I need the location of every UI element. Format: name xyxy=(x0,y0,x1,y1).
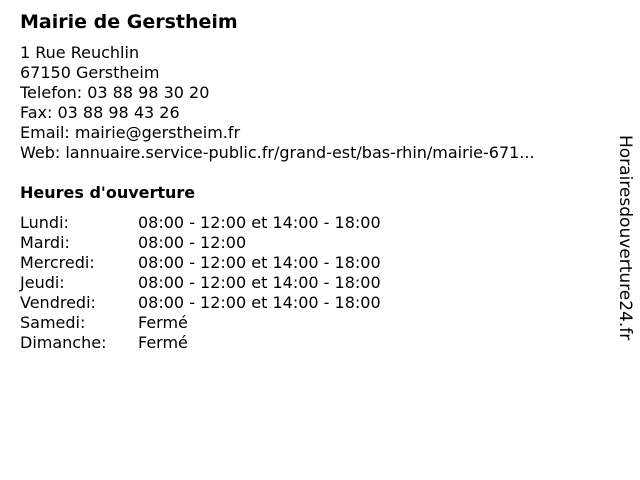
hours-row-saturday xyxy=(20,313,440,333)
hours-row-friday xyxy=(20,293,440,313)
day-label: Jeudi: xyxy=(20,273,65,292)
contact-details xyxy=(20,43,535,163)
day-label: Vendredi: xyxy=(20,293,96,312)
time-value: 08:00 - 12:00 et 14:00 - 18:00 xyxy=(138,253,381,272)
time-value: Fermé xyxy=(138,313,188,332)
time-value: 08:00 - 12:00 et 14:00 - 18:00 xyxy=(138,213,381,232)
hours-row-tuesday xyxy=(20,233,440,253)
hours-heading: Heures d'ouverture xyxy=(20,183,196,202)
fax-line: Fax: 03 88 98 43 26 xyxy=(20,103,180,122)
phone-line: Telefon: 03 88 98 30 20 xyxy=(20,83,210,102)
day-label: Dimanche: xyxy=(20,333,107,352)
hours-row-sunday xyxy=(20,333,440,353)
page-title: Mairie de Gerstheim xyxy=(20,11,238,33)
hours-row-monday xyxy=(20,213,440,233)
web-line: Web: lannuaire.service-public.fr/grand-est/bas-rhin/mairie-671... xyxy=(20,143,535,162)
time-value: 08:00 - 12:00 et 14:00 - 18:00 xyxy=(138,273,381,292)
time-value: 08:00 - 12:00 et 14:00 - 18:00 xyxy=(138,293,381,312)
email-line: Email: mairie@gerstheim.fr xyxy=(20,123,241,142)
hours-row-thursday xyxy=(20,273,440,293)
time-value: 08:00 - 12:00 xyxy=(138,233,247,252)
site-watermark: Horairesdouverture24.fr xyxy=(615,135,635,341)
hours-row-wednesday xyxy=(20,253,440,273)
day-label: Lundi: xyxy=(20,213,69,232)
day-label: Mercredi: xyxy=(20,253,95,272)
postal-city: 67150 Gerstheim xyxy=(20,63,160,82)
time-value: Fermé xyxy=(138,333,188,352)
day-label: Samedi: xyxy=(20,313,86,332)
day-label: Mardi: xyxy=(20,233,70,252)
opening-hours-table xyxy=(20,213,440,353)
street-address: 1 Rue Reuchlin xyxy=(20,43,140,62)
